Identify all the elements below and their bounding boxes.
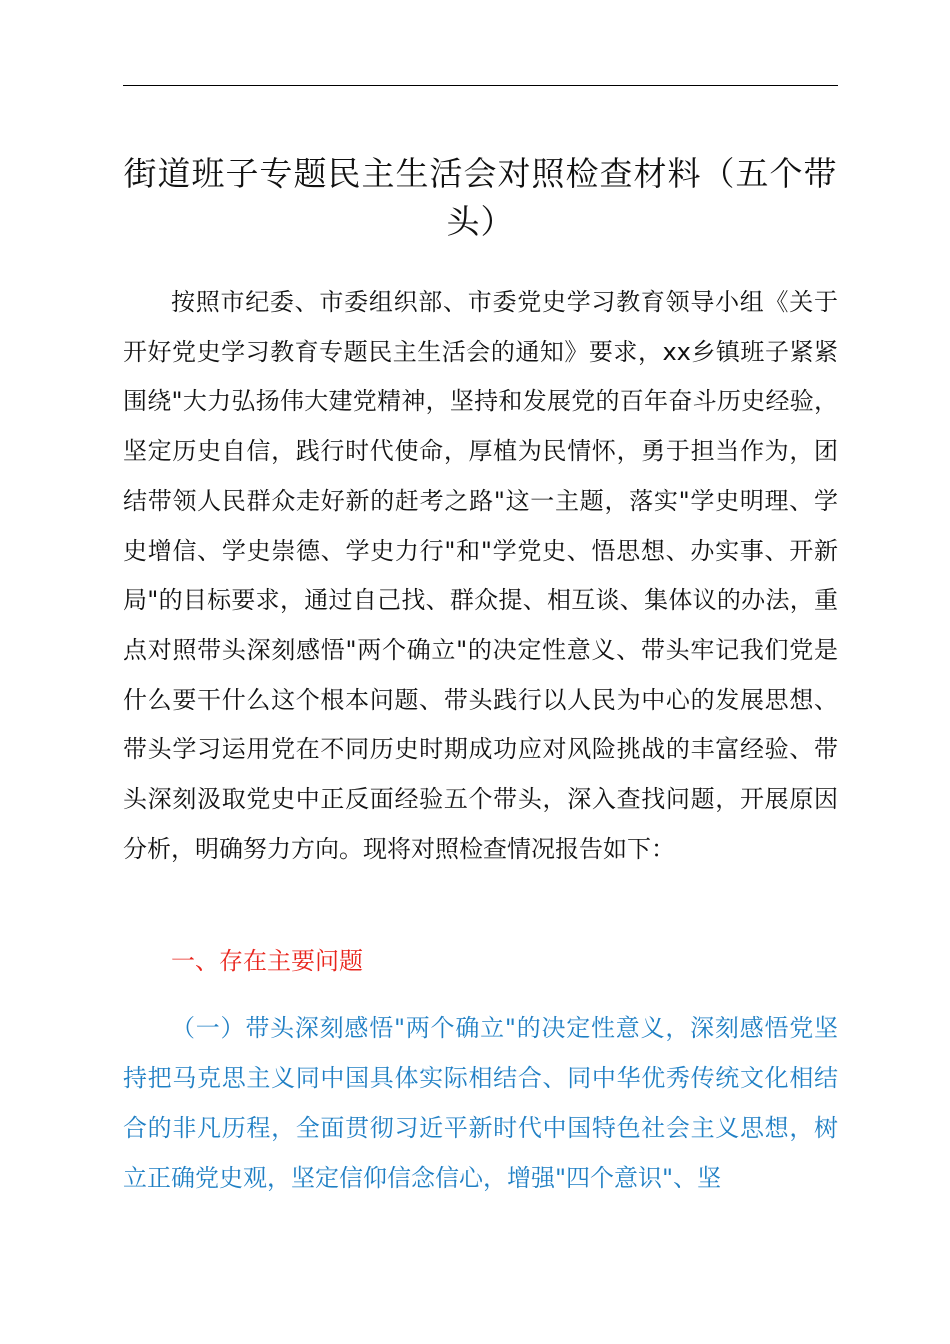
- intro-paragraph: 按照市纪委、市委组织部、市委党史学习教育领导小组《关于开好党史学习教育专题民主生活会的通知》要求，xx乡镇班子紧紧围绕"大力弘扬伟大建党精神，坚持和发展党的百年奋斗历史经验，坚定历史自信，践行时代使命，厚植为民情怀，勇于担当作为，团结带领人民群众走好新的赶考之路"这一主题，落实"学史明理、学史增信、学史崇德、学史力行"和"学党史、悟思想、办实事、开新局"的目标要求，通过自己找、群众提、相互谈、集体议的办法，重点对照带头深刻感悟"两个确立"的决定性意义、带头牢记我们党是什么要干什么这个根本问题、带头践行以人民为中心的发展思想、带头学习运用党在不同历史时期成功应对风险挑战的丰富经验、带头深刻汲取党史中正反面经验五个带头，深入查找问题，开展原因分析，明确努力方向。现将对照检查情况报告如下：: [123, 288, 838, 863]
- section-heading-1: 一、存在主要问题: [171, 947, 363, 975]
- document-title: 街道班子专题民主生活会对照检查材料（五个带头）: [123, 154, 838, 241]
- header-rule: [123, 85, 838, 86]
- subsection-paragraph-1: （一）带头深刻感悟"两个确立"的决定性意义，深刻感悟党坚持把马克思主义同中国具体实际相结合、同中华优秀传统文化相结合的非凡历程，全面贯彻习近平新时代中国特色社会主义思想，树立正确党史观，坚定信仰信念信心，增强"四个意识"、坚: [123, 1014, 838, 1192]
